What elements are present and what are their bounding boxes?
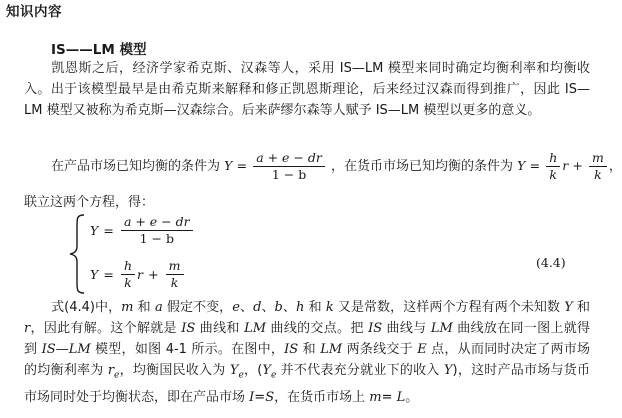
- is-numerator: a + e − dr: [253, 150, 325, 167]
- p2-text: ，因此有解。这个解就是: [30, 321, 182, 336]
- var-re: r: [107, 363, 115, 378]
- var-is: IS: [284, 342, 299, 357]
- var-lm: LM: [244, 321, 267, 336]
- eq2-h: h: [121, 258, 135, 275]
- p2-text: 和: [304, 300, 326, 315]
- lm-fraction-m: [589, 150, 607, 183]
- p2-text: 点，从而同时决定了两市场的均衡利率为: [24, 342, 591, 378]
- left-brace: [68, 214, 86, 294]
- equation-is: [90, 214, 195, 247]
- var-l: L: [396, 389, 406, 405]
- lm-r: r: [562, 158, 569, 173]
- var-yf: Y: [443, 363, 453, 378]
- is-y: Y: [224, 158, 233, 173]
- equation-system: [68, 212, 588, 294]
- var-lm: LM: [430, 321, 453, 336]
- lm-k2: k: [594, 167, 602, 182]
- eq2-fraction-m: [166, 258, 184, 291]
- is-eq: =: [236, 158, 248, 173]
- lm-fraction-h: [546, 150, 560, 183]
- var-k: k: [325, 300, 334, 315]
- var-m: m: [121, 300, 134, 315]
- p2-text: 和: [298, 342, 321, 357]
- p2-text: 又是常数，这样两个方程有两个未知数: [333, 300, 565, 315]
- p2-text: 、: [239, 300, 254, 315]
- intro-text: 凯恩斯之后，经济学家希克斯、汉森等人，采用 IS—LM 模型来同时确定均衡利率和均衡收入。出于该模型最早是由希克斯来解释和修正凯恩斯理论，后来经过汉森而得到推广，因此 IS—LM 模型又被称为希克斯—汉森综合。后来萨缪尔森等人赋予 IS—LM 模型以更多的意义。: [24, 61, 590, 118]
- section-header: 知识内容: [6, 4, 62, 20]
- var-y: Y: [564, 300, 573, 315]
- p2-text: 曲线与: [382, 321, 431, 336]
- var-e: e: [232, 300, 240, 315]
- var-i: I: [249, 389, 255, 405]
- lm-m: m: [589, 150, 607, 167]
- p2-text: 、: [261, 300, 275, 315]
- eq2-k1: k: [124, 275, 132, 290]
- eq1-eq: =: [103, 223, 114, 238]
- lm-k1: k: [549, 167, 557, 182]
- p2-text: 两条线交于: [342, 342, 418, 357]
- var-ye: Y: [229, 363, 239, 378]
- p2-text: ，在货币市场上: [274, 389, 370, 405]
- eq1-numerator: a + e − dr: [121, 214, 193, 231]
- eq2-fraction-h: [121, 258, 135, 291]
- p2-text: 和: [572, 300, 591, 315]
- conditions-middle: ，在货币市场已知均衡的条件为: [331, 159, 514, 174]
- subtitle: IS——LM 模型: [51, 42, 147, 58]
- conditions-prefix: 在产品市场已知均衡的条件为: [51, 159, 221, 174]
- var-is: IS: [368, 321, 383, 336]
- eq2-m: m: [166, 258, 184, 275]
- p2-text: 曲线和: [195, 321, 245, 336]
- p2-text: ，(: [243, 363, 263, 378]
- p2-text: 。: [405, 389, 419, 405]
- var-is: IS: [181, 321, 196, 336]
- p2-text: 假定不变，: [162, 300, 233, 315]
- equation-lm: [90, 258, 186, 291]
- lm-eq: =: [529, 158, 541, 173]
- p2-text: =: [254, 389, 266, 405]
- eq1-fraction: [121, 214, 193, 247]
- eq1-denominator: 1 − b: [139, 231, 174, 246]
- lm-y: Y: [517, 158, 526, 173]
- p2-text: 曲线的交点。把: [266, 321, 369, 336]
- explanation-paragraph: [24, 297, 590, 408]
- var-s: S: [265, 389, 275, 405]
- p2-text: 和: [133, 300, 155, 315]
- intro-paragraph: [24, 58, 590, 121]
- var-e-point: E: [417, 342, 427, 357]
- p2-text: 式(4.4)中，: [51, 300, 122, 315]
- eq1-y: Y: [90, 223, 99, 238]
- var-ye: Y: [262, 363, 271, 378]
- equation-number: (4.4): [536, 255, 566, 270]
- var-re-sub: e: [114, 370, 120, 381]
- var-islm: IS—LM: [41, 342, 91, 357]
- lm-plus: +: [572, 158, 583, 173]
- p2-text: )，这时产品市场与货币市场同时处于均衡状态，即在产品市场: [24, 363, 590, 405]
- p2-text: 曲线放在同一图上就得到: [24, 321, 591, 357]
- lm-h: h: [546, 150, 560, 167]
- var-h: h: [296, 300, 305, 315]
- var-lm: LM: [320, 342, 343, 357]
- var-a: a: [154, 300, 163, 315]
- var-d: d: [253, 300, 262, 315]
- eq2-eq: =: [103, 267, 114, 282]
- p2-text: 并不代表充分就业下的收入: [276, 363, 444, 378]
- eq2-k2: k: [170, 275, 179, 290]
- var-ye-sub: e: [270, 370, 277, 381]
- p2-text: 、: [282, 300, 296, 315]
- conditions-line: [51, 150, 622, 183]
- eq2-y: Y: [90, 267, 99, 282]
- conditions-suffix: ，: [608, 159, 622, 174]
- eq2-plus: +: [148, 267, 159, 282]
- is-fraction: [253, 150, 325, 183]
- is-denominator: 1 − b: [271, 167, 307, 182]
- var-ye-sub: e: [238, 370, 244, 381]
- eq2-r: r: [137, 267, 143, 282]
- p2-text: 模型，如图 4-1 所示。在图中，: [90, 342, 285, 357]
- var-b: b: [274, 300, 283, 315]
- var-r: r: [24, 321, 31, 336]
- var-m: m: [369, 389, 382, 405]
- p2-text: ，均衡国民收入为: [119, 363, 230, 378]
- p2-text: =: [381, 389, 397, 405]
- combine-line: 联立这两个方程，得：: [24, 195, 155, 210]
